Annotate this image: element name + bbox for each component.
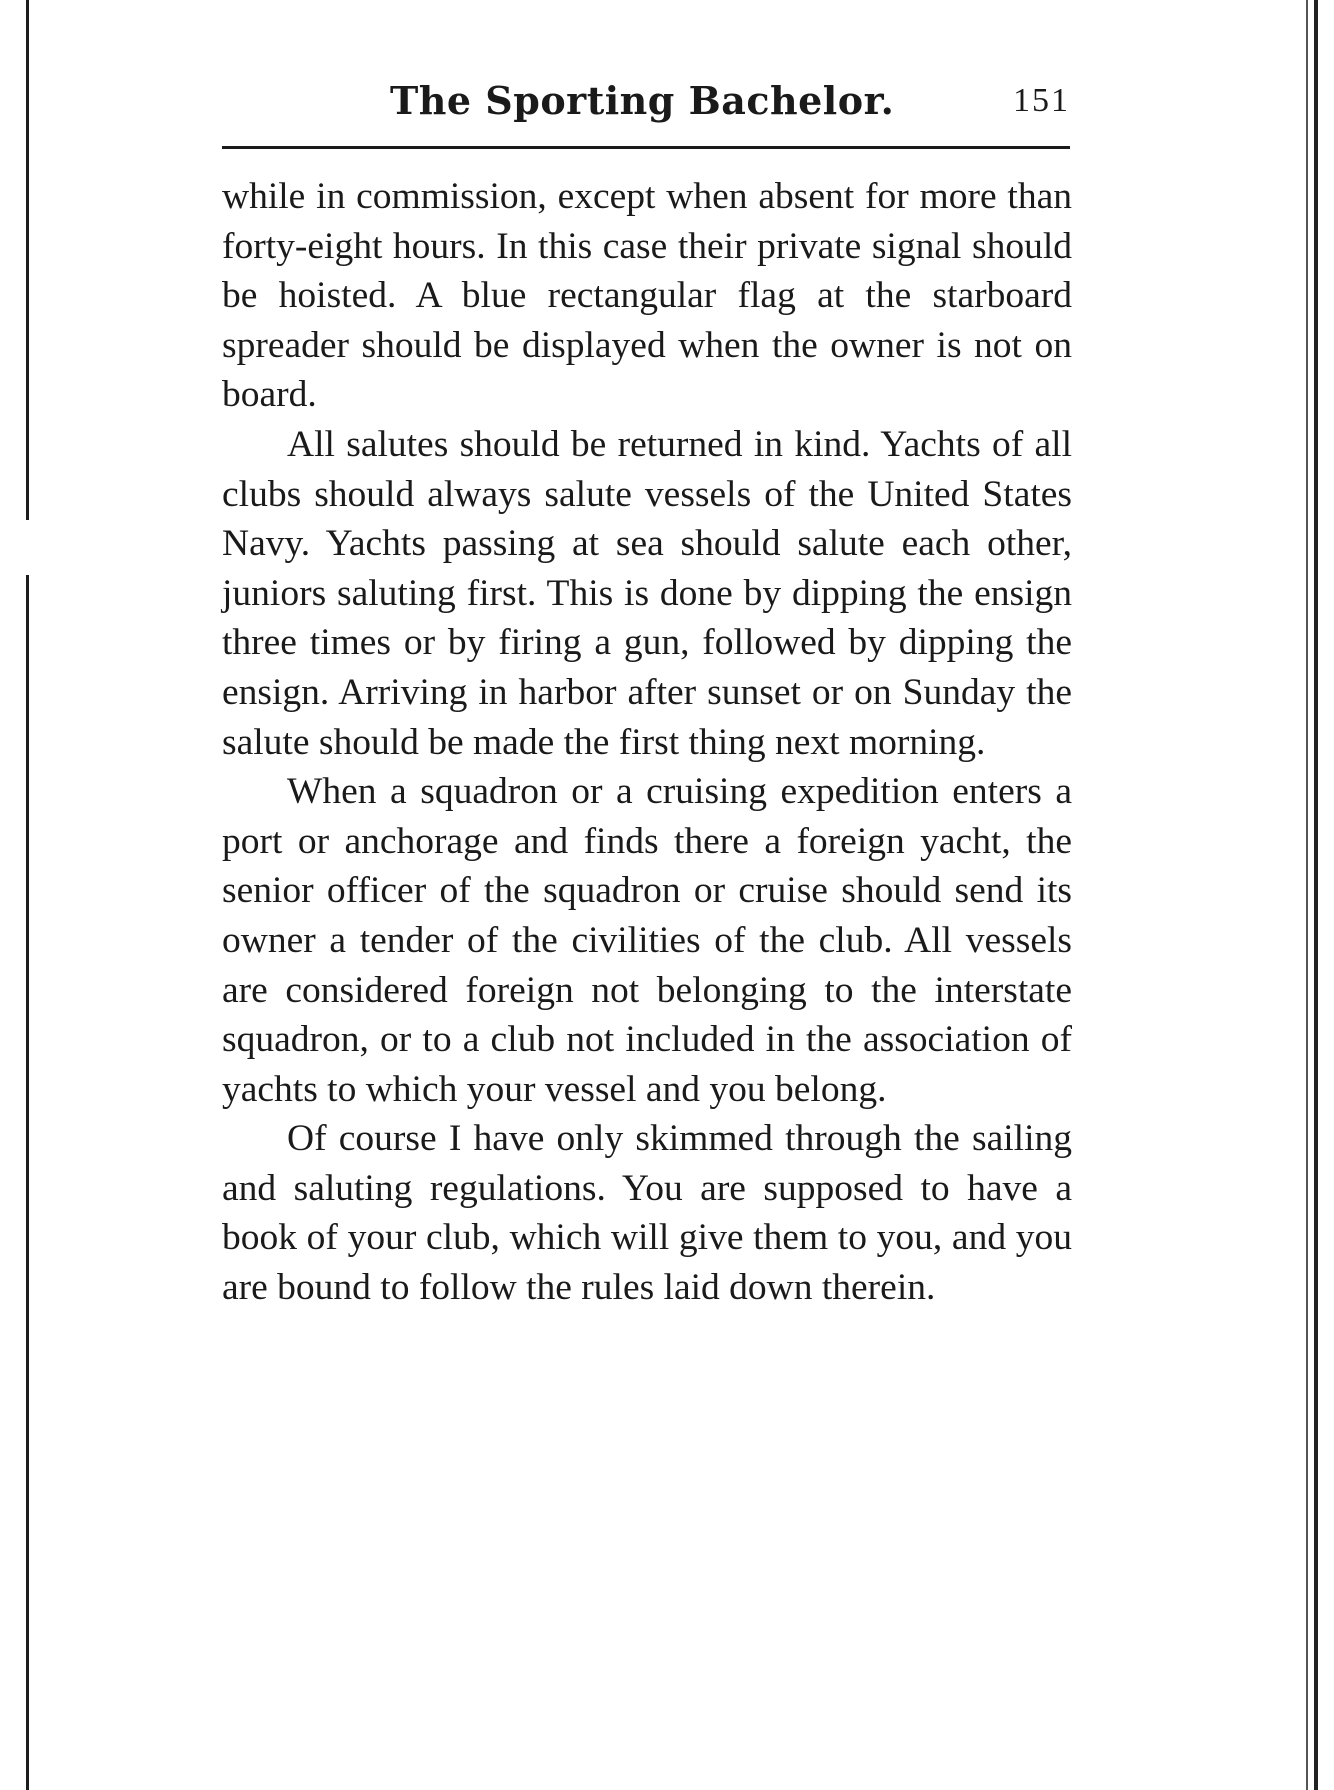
paragraph-1: while in commission, except when absent for more than forty-eight hours. In this case their private signal should be hoisted. A blue rectangular flag at the starboard spreader should be displayed when the owner is not on board.: [222, 176, 1072, 416]
body-text: [222, 172, 1072, 1313]
scan-edge-right: [1314, 0, 1318, 1790]
scan-edge-left: [26, 0, 29, 1790]
scan-edge-left-gap: [24, 520, 32, 575]
paragraph-4: Of course I have only skimmed through the sailing and saluting regulations. You are supposed to have a book of your club, which will give them to you, and you are bound to follow the rules laid down therein.: [222, 1118, 1072, 1309]
header-rule: [222, 146, 1070, 149]
running-title: The Sporting Bachelor.: [390, 78, 895, 123]
paragraph-2: All salutes should be returned in kind. Yachts of all clubs should always salute vessels of the United States Navy. Yachts passing at sea should salute each other, juniors saluting first. This is done by dipping the ensign three times or by firing a gun, followed by dipping the ensign. Arriving in harbor after sunset or on Sunday the salute should be made the first thing next morning.: [222, 423, 1072, 763]
page-number: 151: [1013, 82, 1070, 119]
paragraph-3: When a squadron or a cruising expedition enters a port or anchorage and finds there a foreign yacht, the senior officer of the squadron or cruise should send its owner a tender of the civilities of the club. All vessels are considered foreign not belonging to the interstate squadron, or to a club not included in the association of yachts to which your vessel and you belong.: [222, 771, 1072, 1110]
running-head: [220, 78, 1070, 138]
scan-edge-right-inner: [1306, 0, 1308, 1790]
